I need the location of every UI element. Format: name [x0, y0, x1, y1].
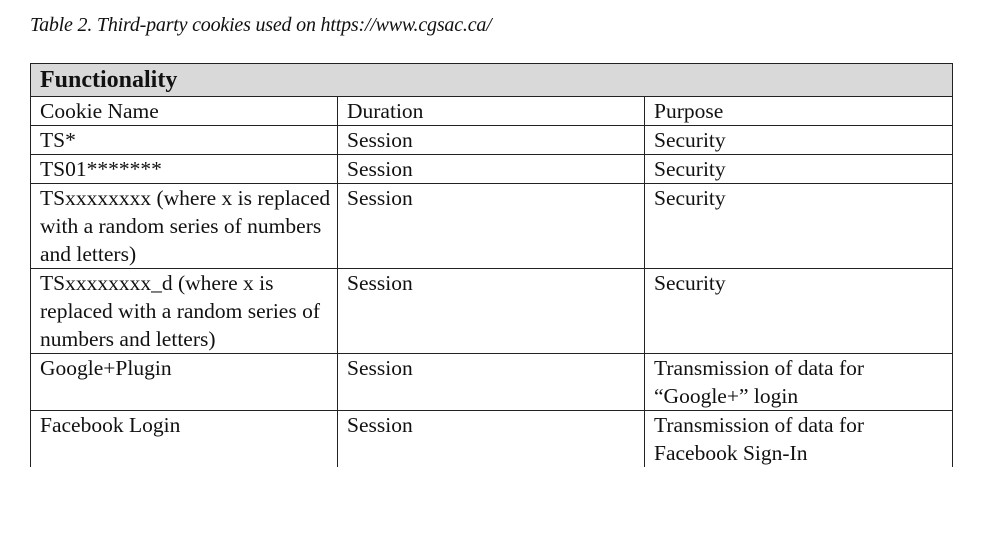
purpose-cell: Security	[645, 269, 953, 354]
cookie-name-cell: TSxxxxxxxx_d (where x is replaced with a random series of numbers and letters)	[31, 269, 338, 354]
table-row	[31, 269, 953, 354]
purpose-cell: Security	[645, 126, 953, 155]
duration-cell: Session	[338, 126, 645, 155]
table-row	[31, 184, 953, 269]
table-row	[31, 411, 953, 468]
table-caption: Table 2. Third-party cookies used on https://www.cgsac.ca/	[30, 14, 492, 36]
duration-cell: Session	[338, 411, 645, 468]
purpose-cell: Transmission of data for “Google+” login	[645, 354, 953, 411]
purpose-cell: Transmission of data for Facebook Sign-In	[645, 411, 953, 468]
column-header-cookie-name: Cookie Name	[31, 97, 338, 126]
purpose-cell: Security	[645, 155, 953, 184]
purpose-cell: Security	[645, 184, 953, 269]
cookie-name-cell: TS01*******	[31, 155, 338, 184]
duration-cell: Session	[338, 155, 645, 184]
table-row	[31, 126, 953, 155]
cookie-name-cell: Google+Plugin	[31, 354, 338, 411]
table-row	[31, 354, 953, 411]
cookie-name-cell: Facebook Login	[31, 411, 338, 468]
duration-cell: Session	[338, 354, 645, 411]
section-title: Functionality	[31, 64, 953, 97]
section-row	[31, 64, 953, 97]
column-header-purpose: Purpose	[645, 97, 953, 126]
cookie-name-cell: TS*	[31, 126, 338, 155]
cookies-table	[30, 63, 953, 467]
column-header-duration: Duration	[338, 97, 645, 126]
duration-cell: Session	[338, 184, 645, 269]
cookie-name-cell: TSxxxxxxxx (where x is replaced with a random series of numbers and letters)	[31, 184, 338, 269]
duration-cell: Session	[338, 269, 645, 354]
table-row	[31, 155, 953, 184]
header-row	[31, 97, 953, 126]
